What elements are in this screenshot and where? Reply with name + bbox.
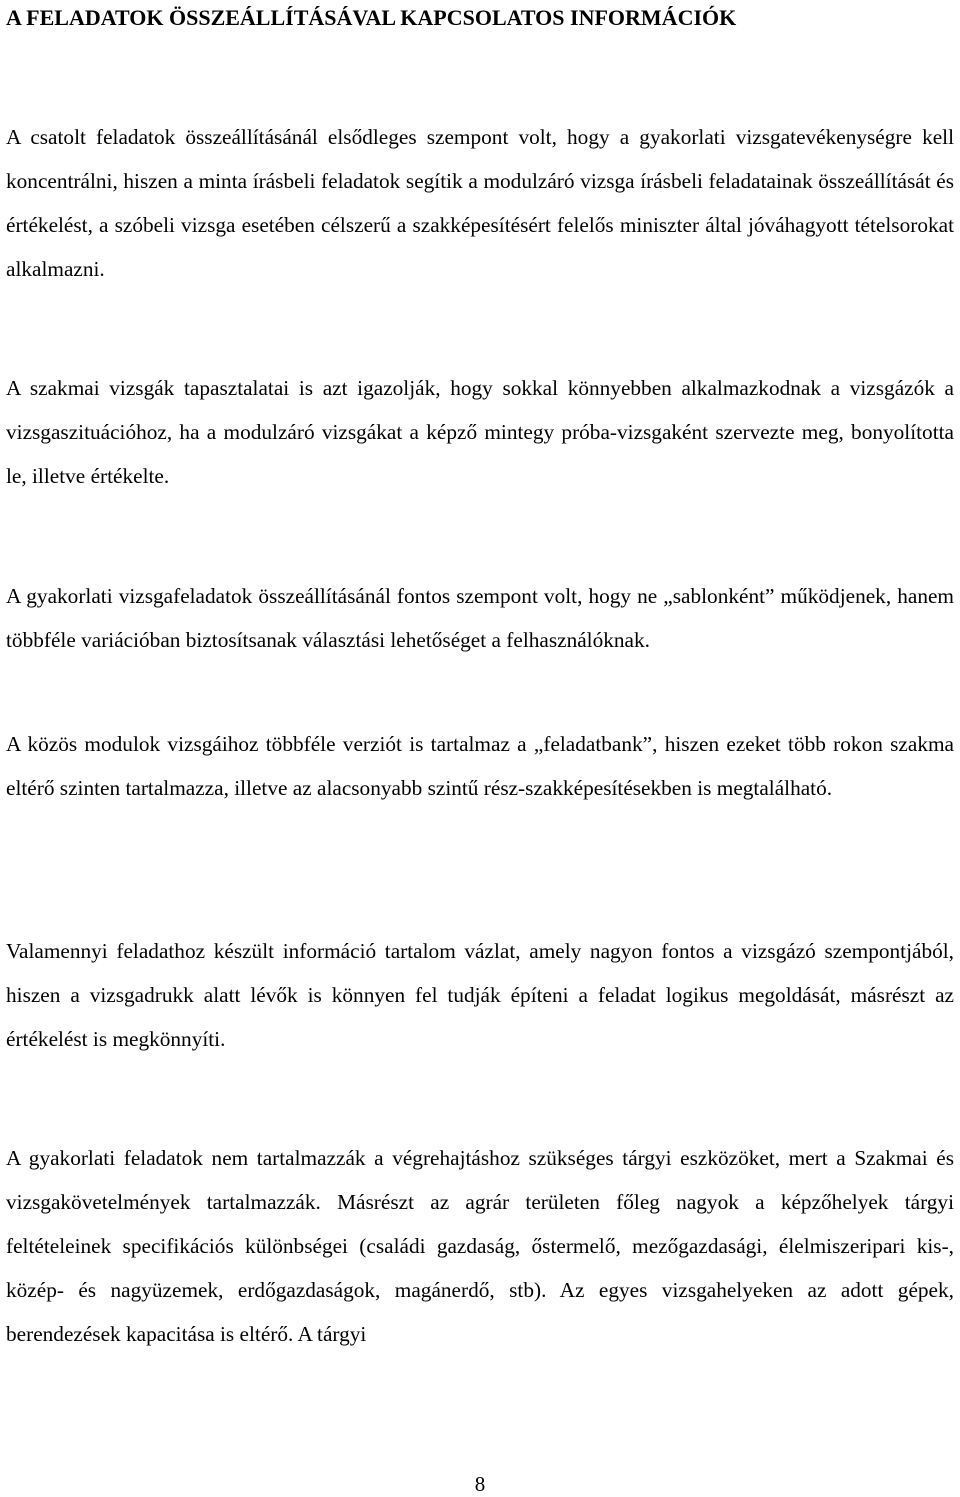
- paragraph-5: Valamennyi feladathoz készült információ tartalom vázlat, amely nagyon fontos a vizsgázó szempontjából, hiszen a vizsgadrukk alatt lévők is könnyen fel tudják építeni a feladat logikus megoldását, másrészt az értékelést is megkönnyíti.: [6, 939, 954, 1051]
- paragraph-6: A gyakorlati feladatok nem tartalmazzák a végrehajtáshoz szükséges tárgyi eszközöket, mert a Szakmai és vizsgakövetelmények tartalmazzák. Másrészt az agrár területen főleg nagyok a képzőhelyek tárgyi feltételeinek specifikációs különbségei (családi gazdaság, őstermelő, mezőgazdasági, élelmiszeripari kis-, közép- és nagyüzemek, erdőgazdaságok, magánerdő, stb). Az egyes vizsgahelyeken az adott gépek, berendezések kapacitása is eltérő. A tárgyi: [6, 1146, 954, 1346]
- page-number: 8: [474, 1472, 486, 1496]
- document-heading: A FELADATOK ÖSSZEÁLLÍTÁSÁVAL KAPCSOLATOS INFORMÁCIÓK: [6, 5, 737, 30]
- paragraph-1: A csatolt feladatok összeállításánál elsődleges szempont volt, hogy a gyakorlati vizsgatevékenységre kell koncentrálni, hiszen a minta írásbeli feladatok segítik a modulzáró vizsga írásbeli feladatainak összeállítását és értékelést, a szóbeli vizsga esetében célszerű a szakképesítésért felelős miniszter által jóváhagyott tételsorokat alkalmazni.: [6, 125, 954, 281]
- paragraph-3: A gyakorlati vizsgafeladatok összeállításánál fontos szempont volt, hogy ne „sablonként” működjenek, hanem többféle variációban biztosítsanak választási lehetőséget a felhasználóknak.: [6, 584, 954, 652]
- paragraph-2: A szakmai vizsgák tapasztalatai is azt igazolják, hogy sokkal könnyebben alkalmazkodnak a vizsgázók a vizsgaszituációhoz, ha a modulzáró vizsgákat a képző mintegy próba-vizsgaként szervezte meg, bonyolította le, illetve értékelte.: [6, 376, 954, 488]
- paragraph-4: A közös modulok vizsgáihoz többféle verziót is tartalmaz a „feladatbank”, hiszen ezeket több rokon szakma eltérő szinten tartalmazza, illetve az alacsonyabb szintű rész-szakképesítésekben is megtalálható.: [6, 732, 954, 800]
